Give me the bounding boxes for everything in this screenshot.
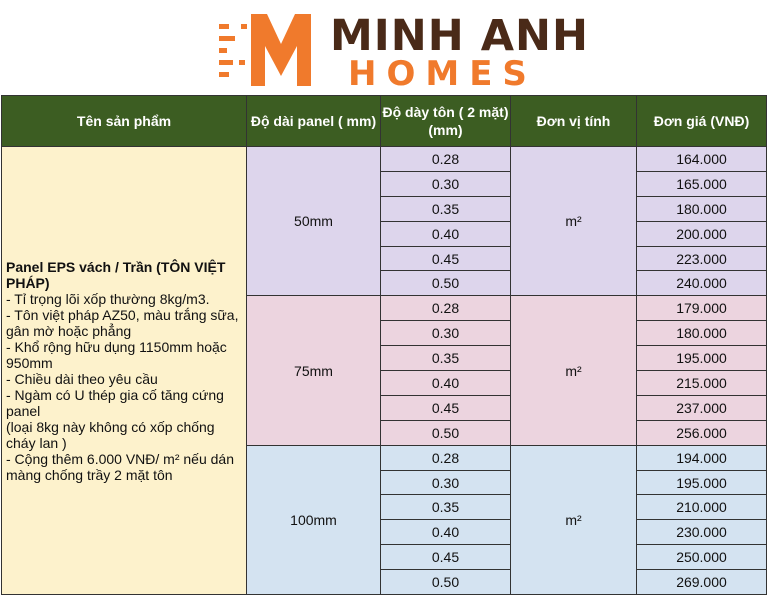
header-product-name: Tên sản phẩm bbox=[2, 96, 247, 147]
thickness-cell: 0.50 bbox=[381, 271, 511, 296]
thickness-cell: 0.35 bbox=[381, 495, 511, 520]
thickness-cell: 0.40 bbox=[381, 371, 511, 396]
unit-cell: m² bbox=[511, 445, 637, 594]
thickness-cell: 0.50 bbox=[381, 420, 511, 445]
thickness-cell: 0.28 bbox=[381, 445, 511, 470]
price-cell: 215.000 bbox=[637, 371, 767, 396]
table-row bbox=[2, 147, 767, 172]
price-cell: 164.000 bbox=[637, 147, 767, 172]
description-line: - Tôn việt pháp AZ50, màu trắng sữa, gân mờ hoặc phẳng bbox=[6, 306, 239, 339]
price-cell: 200.000 bbox=[637, 221, 767, 246]
price-cell: 195.000 bbox=[637, 470, 767, 495]
price-table bbox=[1, 95, 767, 595]
header-unit-price: Đơn giá (VNĐ) bbox=[637, 96, 767, 147]
table-header-row bbox=[2, 96, 767, 147]
price-cell: 256.000 bbox=[637, 420, 767, 445]
price-cell: 237.000 bbox=[637, 395, 767, 420]
thickness-cell: 0.40 bbox=[381, 520, 511, 545]
thickness-cell: 0.28 bbox=[381, 147, 511, 172]
unit-cell: m² bbox=[511, 147, 637, 296]
thickness-cell: 0.45 bbox=[381, 395, 511, 420]
price-cell: 194.000 bbox=[637, 445, 767, 470]
brand-name-bottom: HOMES bbox=[348, 54, 537, 94]
header-panel-length: Độ dài panel ( mm) bbox=[247, 96, 381, 147]
product-description bbox=[2, 147, 247, 595]
thickness-cell: 0.35 bbox=[381, 196, 511, 221]
price-cell: 250.000 bbox=[637, 545, 767, 570]
brand-name-top: MINH ANH bbox=[330, 11, 589, 61]
header-unit: Đơn vị tính bbox=[511, 96, 637, 147]
unit-cell: m² bbox=[511, 296, 637, 445]
panel-length-cell: 100mm bbox=[247, 445, 381, 594]
thickness-cell: 0.30 bbox=[381, 171, 511, 196]
thickness-cell: 0.45 bbox=[381, 545, 511, 570]
price-cell: 230.000 bbox=[637, 520, 767, 545]
description-line: - Chiều dài theo yêu cầu bbox=[6, 370, 158, 387]
thickness-cell: 0.30 bbox=[381, 470, 511, 495]
product-title: Panel EPS vách / Trần (TÔN VIỆT PHÁP) bbox=[6, 258, 226, 291]
price-cell: 210.000 bbox=[637, 495, 767, 520]
thickness-cell: 0.30 bbox=[381, 321, 511, 346]
price-cell: 180.000 bbox=[637, 321, 767, 346]
thickness-cell: 0.45 bbox=[381, 246, 511, 271]
price-cell: 240.000 bbox=[637, 271, 767, 296]
price-cell: 180.000 bbox=[637, 196, 767, 221]
thickness-cell: 0.50 bbox=[381, 570, 511, 595]
panel-length-cell: 50mm bbox=[247, 147, 381, 296]
brand-logo bbox=[0, 0, 768, 96]
description-line: (loại 8kg này không có xốp chống cháy lan ) bbox=[6, 418, 215, 451]
price-cell: 195.000 bbox=[637, 346, 767, 371]
price-cell: 165.000 bbox=[637, 171, 767, 196]
description-line: - Khổ rộng hữu dụng 1150mm hoặc 950mm bbox=[6, 338, 227, 371]
thickness-cell: 0.35 bbox=[381, 346, 511, 371]
description-line: - Cộng thêm 6.000 VNĐ/ m² nếu dán màng chống trầy 2 mặt tôn bbox=[6, 450, 235, 483]
header-sheet-thickness: Độ dày tôn ( 2 mặt) (mm) bbox=[381, 96, 511, 147]
description-line: - Tỉ trọng lõi xốp thường 8kg/m3. bbox=[6, 290, 210, 307]
price-cell: 179.000 bbox=[637, 296, 767, 321]
thickness-cell: 0.28 bbox=[381, 296, 511, 321]
price-cell: 269.000 bbox=[637, 570, 767, 595]
thickness-cell: 0.40 bbox=[381, 221, 511, 246]
description-line: - Ngàm có U thép gia cố tăng cứng panel bbox=[6, 386, 224, 419]
price-cell: 223.000 bbox=[637, 246, 767, 271]
panel-length-cell: 75mm bbox=[247, 296, 381, 445]
minh-anh-logo-icon bbox=[219, 10, 319, 88]
